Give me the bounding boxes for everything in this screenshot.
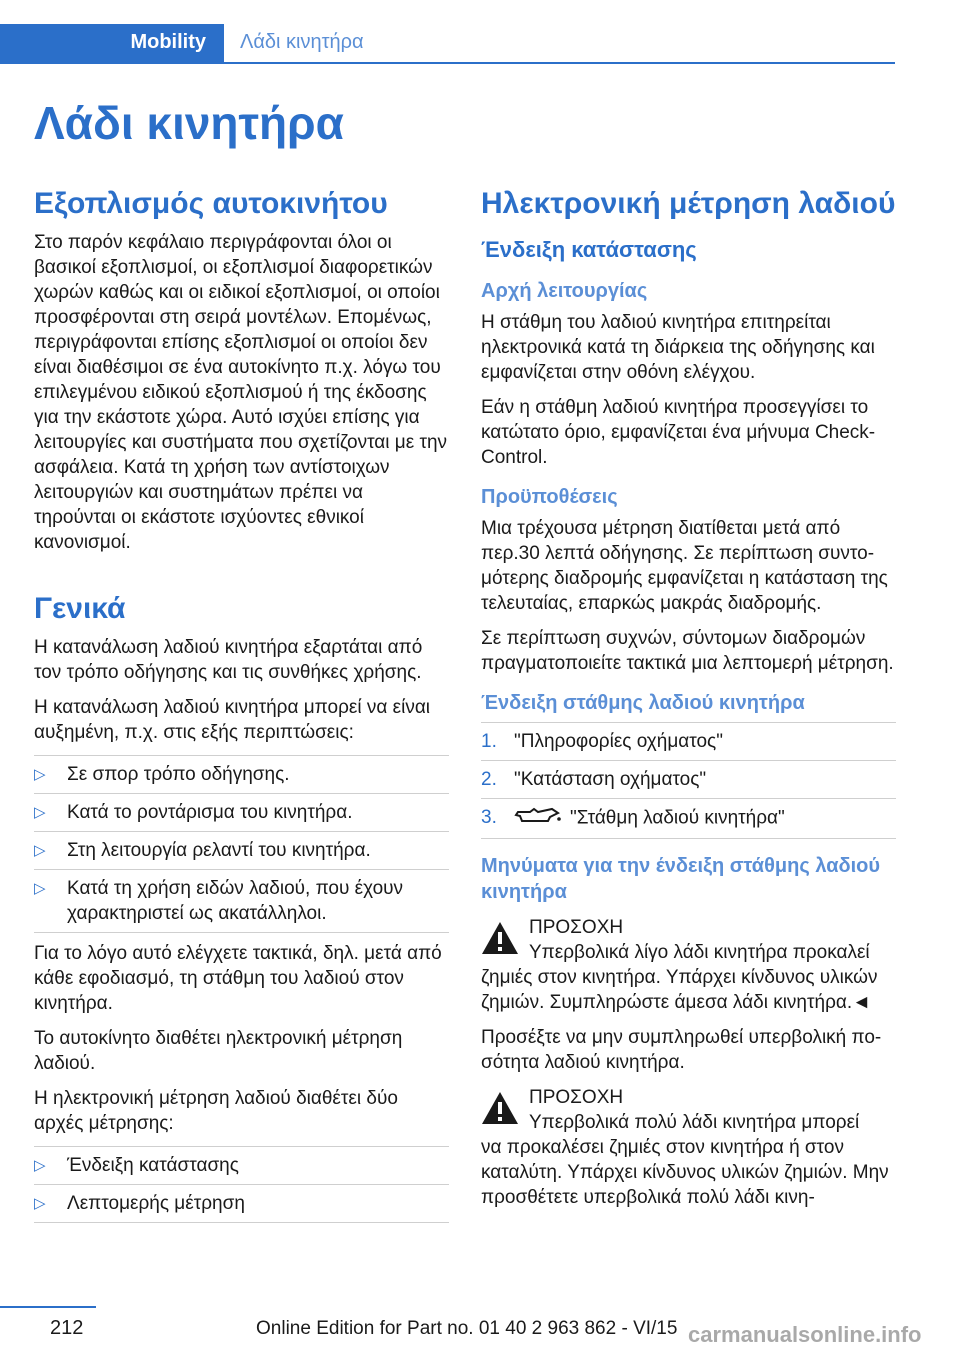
- header-tabbar: [0, 24, 895, 64]
- consumption-cases-list: [34, 755, 449, 933]
- page-number-rule: [0, 1306, 96, 1308]
- prerequisites-paragraph-2: Σε περίπτωση συχνών, σύντομων διαδρομών πραγματοποιείτε τακτικά μια λεπτομερή μέτρηση.: [481, 628, 894, 674]
- list-item-text: Ένδειξη κατάστασης: [67, 1155, 239, 1176]
- page-number: 212: [50, 1317, 84, 1339]
- subtitle-messages: Μηνύματα για την ένδειξη στάθμης λαδιού κινητήρα: [481, 855, 881, 903]
- warning-triangle-icon: [481, 921, 519, 960]
- caution-text-rest: ζημιές στον κινητήρα. Υπάρχει κίνδυνος υλικών ζημιών. Συμπληρώστε άμεσα λάδι κινητήρα.◄: [481, 967, 878, 1013]
- triangle-bullet-icon: ▷: [34, 842, 46, 859]
- caution-notice-1: [481, 915, 896, 1015]
- edition-footer: Online Edition for Part no. 01 40 2 963 862 - VI/15: [256, 1318, 678, 1339]
- list-item-text: Στη λειτουργία ρελαντί του κινητήρα.: [67, 840, 371, 861]
- page-title: Λάδι κινητήρα: [34, 97, 344, 149]
- tab-engine-oil[interactable]: Λάδι κινητήρα: [240, 31, 364, 53]
- tab-mobility[interactable]: [0, 24, 224, 62]
- equipment-paragraph: Στο παρόν κεφάλαιο περιγράφονται όλοι οι βασικοί εξοπλισμοί, οι εξοπλισμοί διαφορετικών χωρών καθώς και οι ειδικοί εξοπλισμοί, οι οποίοι προσφέρονται στη σειρά μοντέλων. Επομένως, περιγράφονται επίσης εξοπλισμοί οι οποίοι δεν είναι διαθέσιμοι σε ένα αυτοκίνητο π.χ. λόγω του επιλεγμένου ειδικού εξοπλισμού ή της έκδοσης για την εκάστοτε χώρα. Αυτό ισχύει επίσης για λειτουργίες και συστήματα που σχετίζονται με την ασφάλεια. Κατά τη χρήση των αντίστοιχων λειτουργιών και συστημάτων πρέπει να τηρούνται οι εκάστοτε ισχύοντες εθνικοί κανονισμοί.: [34, 232, 448, 553]
- list-item: [34, 870, 449, 933]
- section-title-general: Γενικά: [34, 592, 126, 625]
- list-item-text: Κατά το ροντάρισμα του κινητήρα.: [67, 802, 353, 823]
- step-number: 3.: [481, 807, 497, 828]
- caution-title: ΠΡΟΣΟΧΗ: [529, 1087, 624, 1108]
- general-paragraph-3: Για το λόγο αυτό ελέγχετε τακτικά, δηλ. μετά από κάθε εφοδιασμό, τη στάθμη του λαδιού στον κινητήρα.: [34, 943, 442, 1014]
- list-item-text: Κατά τη χρήση ειδών λαδιού, που έχουν χαρακτηριστεί ως ακατάλληλοι.: [67, 878, 404, 924]
- list-item: [34, 1147, 449, 1185]
- triangle-bullet-icon: ▷: [34, 880, 46, 897]
- overfill-paragraph: Προσέξτε να μην συμπληρωθεί υπερβολική ποσότητα λαδιού κινητήρα.: [481, 1027, 882, 1073]
- caution-title: ΠΡΟΣΟΧΗ: [529, 917, 624, 938]
- triangle-bullet-icon: ▷: [34, 804, 46, 821]
- section-title-equipment: Εξοπλισμός αυτοκινήτου: [34, 187, 388, 220]
- measurement-principles-list: [34, 1146, 449, 1223]
- section-title-electronic-measurement: Ηλεκτρονική μέτρηση λαδιού: [481, 187, 896, 220]
- step-text: "Πληροφορίες οχήματος": [514, 731, 723, 752]
- step-number: 2.: [481, 769, 497, 790]
- subtitle-status-display: Ένδειξη κατάστασης: [481, 237, 697, 262]
- step-text: "Κατάσταση οχήματος": [514, 769, 707, 790]
- list-item: [34, 1185, 449, 1223]
- general-paragraph-5: Η ηλεκτρονική μέτρηση λαδιού διαθέτει δύο αρχές μέτρησης:: [34, 1088, 398, 1134]
- list-item: [481, 799, 896, 839]
- triangle-bullet-icon: ▷: [34, 766, 46, 783]
- principle-paragraph-1: Η στάθμη του λαδιού κινητήρα επιτηρείται ηλεκτρονικά κατά τη διάρκεια της οδήγησης και εμφανίζεται στην οθόνη ελέγχου.: [481, 312, 875, 383]
- tab-mobility-label: Mobility: [130, 31, 206, 53]
- list-item-text: Λεπτομερής μέτρηση: [67, 1193, 245, 1214]
- step-text: "Στάθμη λαδιού κινητήρα": [570, 807, 785, 829]
- list-item: [481, 761, 896, 799]
- oil-level-steps: [481, 722, 896, 839]
- list-item: [481, 723, 896, 761]
- right-column: [481, 186, 896, 1220]
- list-item-text: Σε σπορ τρόπο οδήγησης.: [67, 764, 290, 785]
- list-item: [34, 794, 449, 832]
- warning-triangle-icon: [481, 1091, 519, 1130]
- list-item: [34, 832, 449, 870]
- caution-notice-2: [481, 1085, 896, 1210]
- subtitle-principle: Αρχή λειτουργίας: [481, 280, 648, 302]
- caution-text-first: Υπερβολικά λίγο λάδι κινητήρα προκαλεί: [529, 942, 870, 963]
- left-column: [34, 186, 449, 1231]
- triangle-bullet-icon: ▷: [34, 1195, 46, 1212]
- principle-paragraph-2: Εάν η στάθμη λαδιού κινητήρα προσεγγίσει το κατώτατο όριο, εμφανίζεται ένα μήνυμα Check-Control.: [481, 397, 876, 468]
- prerequisites-paragraph-1: Μια τρέχουσα μέτρηση διατίθεται μετά από περ.30 λεπτά οδήγησης. Σε περίπτωση συντομότερης διαδρομής εμφανίζεται η κατάσταση της τελευταίας, επαρκώς μακράς διαδρομής.: [481, 518, 888, 614]
- general-paragraph-1: Η κατανάλωση λαδιού κινητήρα εξαρτάται από τον τρόπο οδήγησης και τις συνθήκες χρήσης.: [34, 637, 423, 683]
- general-paragraph-4: Το αυτοκίνητο διαθέτει ηλεκτρονική μέτρηση λαδιού.: [34, 1028, 403, 1074]
- triangle-bullet-icon: ▷: [34, 1157, 46, 1174]
- subtitle-prerequisites: Προϋποθέσεις: [481, 486, 618, 508]
- watermark: carmanualsonline.info: [688, 1322, 922, 1347]
- list-item: [34, 756, 449, 794]
- caution-text-first: Υπερβολικά πολύ λάδι κινητήρα μπορεί: [529, 1112, 860, 1133]
- oil-can-icon: [514, 805, 562, 832]
- step-number: 1.: [481, 731, 497, 752]
- caution-text-rest: να προκαλέσει ζημιές στον κινητήρα ή στον καταλύτη. Υπάρχει κίνδυνος υλικών ζημιών. Μην προσθέτετε υπερβολικά πολύ λάδι κινη-: [481, 1137, 889, 1208]
- subtitle-oil-level-display: Ένδειξη στάθμης λαδιού κινητήρα: [481, 692, 805, 714]
- general-paragraph-2: Η κατανάλωση λαδιού κινητήρα μπορεί να είναι αυξημένη, π.χ. στις εξής περιπτώσεις:: [34, 697, 431, 743]
